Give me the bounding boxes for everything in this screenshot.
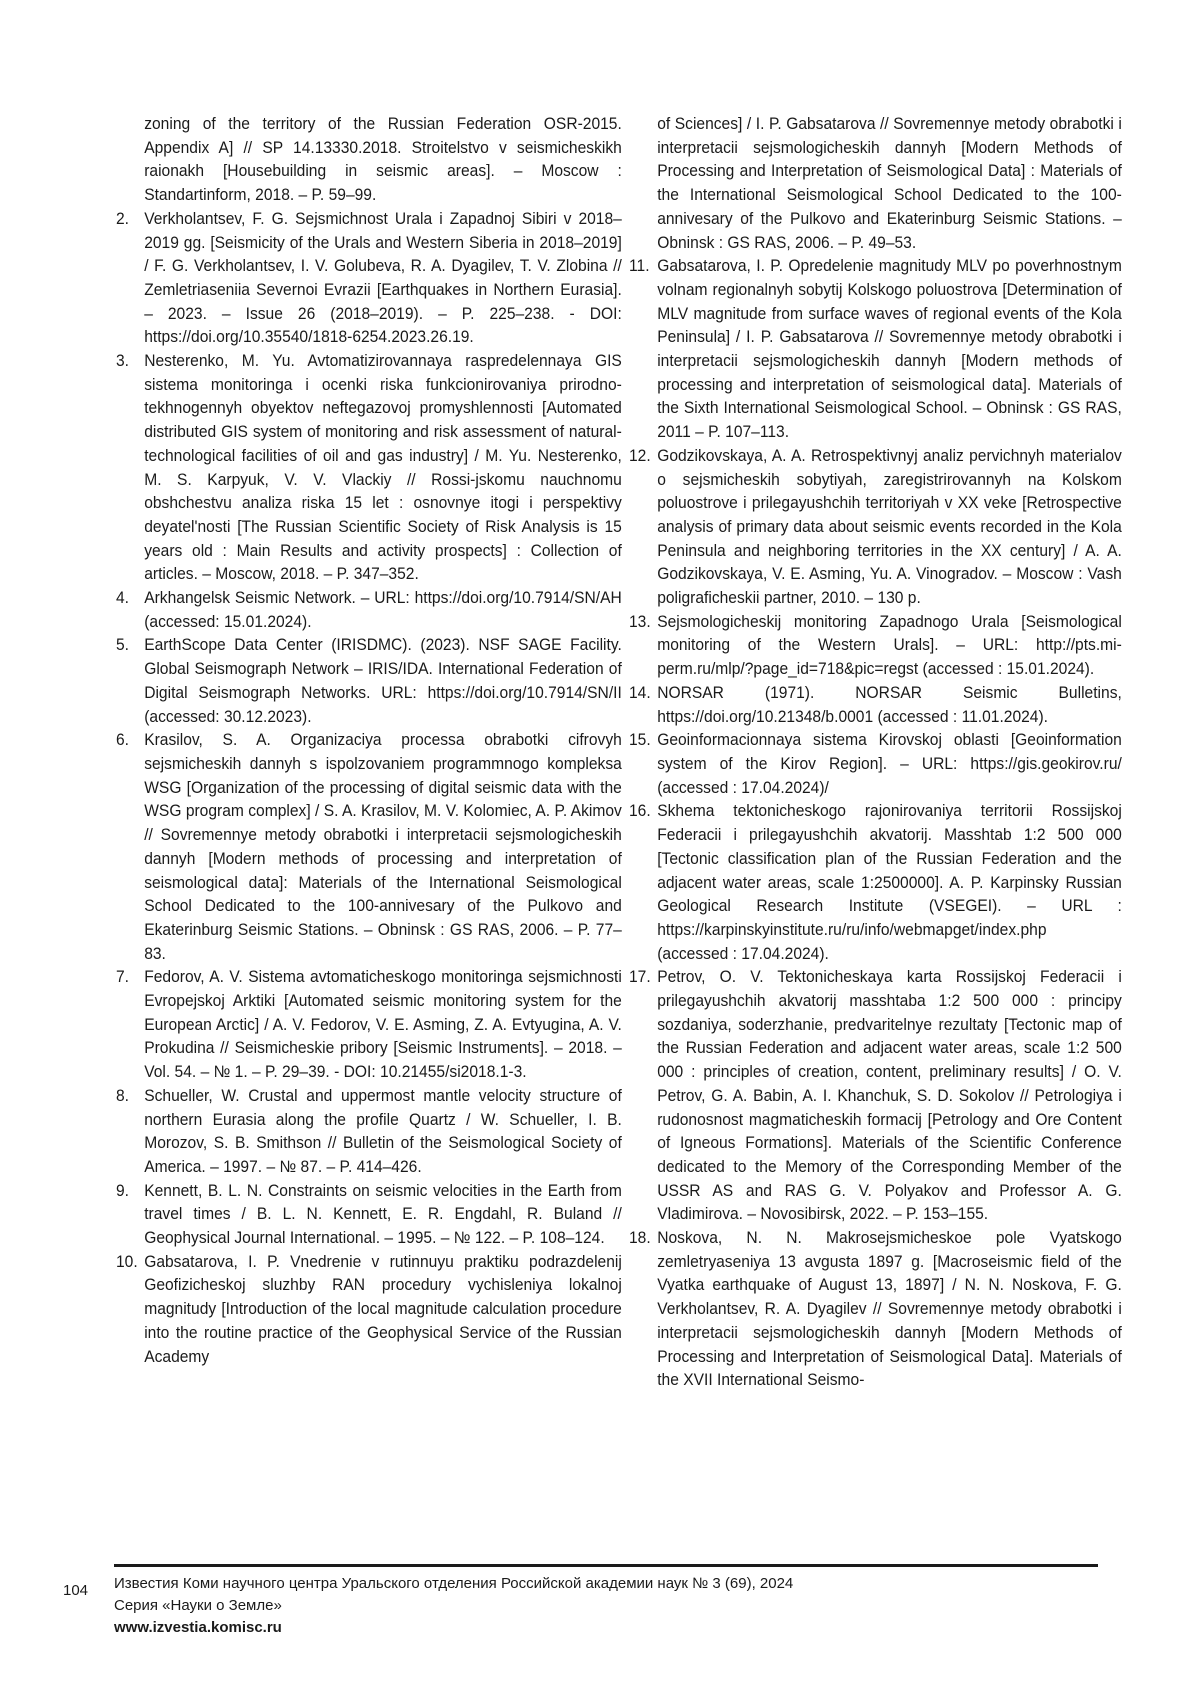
reference-item [116,1084,622,1179]
reference-text: Krasilov, S. A. Organizaciya processa obrabotki cifrovyh sejsmicheskih dannyh s ispolzovaniem programmnogo kompleksa WSG [Organization of the processing of digital seismic data with the WSG program complex] / S. A. Krasilov, M. V. Kolomiec, A. P. Akimov // Sovremennye metody obrabotki i interpretacii sejsmologicheskih dannyh [Modern methods of processing and interpretation of seismological data]: Materials of the International Seismological School Dedicated to the 100-annivesary of the Pulkovo and Ekaterinburg Seismic Stations. – Obninsk : GS RAS, 2006. – P. 77–83. [144,728,622,965]
reference-item [116,728,622,965]
reference-text: Gabsatarova, I. P. Opredelenie magnitudy MLV po poverhnostnym volnam regionalnyh sobytij Kolskogo poluostrova [Determination of MLV magnitude from surface waves of regional events of the Kola Peninsula] / I. P. Gabsatarova // Sovremennye metody obrabotki i interpretacii sejsmologicheskih dannyh [Modern methods of processing and interpretation of seismological data]. Materials of the Sixth International Seismological School. – Obninsk : GS RAS, 2011 – P. 107–113. [657,254,1122,444]
reference-number: 8. [116,1084,129,1108]
footer [114,1573,793,1639]
reference-number: 11. [629,254,650,278]
reference-number: 5. [116,633,129,657]
reference-number: 2. [116,207,129,231]
reference-number: 17. [629,965,651,989]
journal-url[interactable]: www.izvestia.komisc.ru [114,1617,793,1639]
right-column [629,112,1094,1392]
reference-item [116,1179,622,1250]
journal-title: Известия Коми научного центра Уральского отделения Российской академии наук № 3 (69), 2024 [114,1573,793,1595]
reference-text: Godzikovskaya, A. A. Retrospektivnyj analiz pervichnyh materialov o sejsmicheskih sobytiyah, zaregistrirovannyh na Kolskom poluostrove i prilegayushchih territoriyah v XX veke [Retrospective analysis of primary data about seismic events recorded in the Kola Peninsula and neighboring territories in the XX century] / A. A. Godzikovskaya, V. E. Asming, Yu. A. Vinogradov. – Moscow : Vash poligraficheskii partner, 2010. – 130 p. [657,444,1122,610]
reference-text: Fedorov, A. V. Sistema avtomaticheskogo monitoringa sejsmichnosti Evropejskoj Arktiki [Automated seismic monitoring system for the European Arctic] / A. V. Fedorov, V. E. Asming, Z. A. Evtyugina, A. V. Prokudina // Seismicheskie pribory [Seismic Instruments]. – 2018. – Vol. 54. – № 1. – P. 29–39. - DOI: 10.21455/si2018.1-3. [144,965,622,1084]
reference-item [116,586,622,633]
reference-item [629,799,1122,965]
reference-text: Noskova, N. N. Makrosejsmicheskoe pole Vyatskogo zemletryaseniya 13 avgusta 1897 g. [Macroseismic field of the Vyatka earthquake of August 13, 1897] / N. N. Noskova, F. G. Verkholantsev, R. A. Dyagilev // Sovremennye metody obrabotki i interpretacii sejsmologicheskih dannyh [Modern Methods of Processing and Interpretation of Seismological Data]. Materials of the XVII International Seismo- [657,1226,1122,1392]
reference-item [629,728,1122,799]
reference-number: 12. [629,444,651,468]
reference-list-right [629,254,1094,1392]
reference-number: 14. [629,681,651,705]
reference-text: Geoinformacionnaya sistema Kirovskoj oblasti [Geoinformation system of the Kirov Region]. – URL: https://gis.geokirov.ru/ (accessed : 17.04.2024)/ [657,728,1122,799]
reference-number: 6. [116,728,129,752]
reference-text: Nesterenko, M. Yu. Avtomatizirovannaya raspredelennaya GIS sistema monitoringa i ocenki riska funkcionirovaniya prirodno-tekhnogennyh obyektov neftegazovoj promyshlennosti [Automated distributed GIS system of monitoring and risk assessment of natural-technological facilities of oil and gas industry] / M. Yu. Nesterenko, M. S. Karpyuk, V. V. Vlackiy // Rossi-jskomu nauchnomu obshchestvu analiza riska 15 let : osnovnye itogi i perspektivy deyatel'nosti [The Russian Scientific Society of Risk Analysis is 15 years old : Main Results and activity prospects] : Collection of articles. – Moscow, 2018. – P. 347–352. [144,349,622,586]
reference-text: Gabsatarova, I. P. Vnedrenie v rutinnuyu praktiku podrazdelenij Geofizicheskoj sluzhby RAN procedury vychisleniya lokalnoj magnitudy [Introduction of the local magnitude calculation procedure into the routine practice of the Geophysical Service of the Russian Academy [144,1250,622,1369]
reference-number: 15. [629,728,651,752]
left-column [116,112,594,1368]
reference-number: 9. [116,1179,129,1203]
footer-divider [114,1564,1098,1567]
reference-text: Petrov, O. V. Tektonicheskaya karta Rossijskoj Federacii i prilegayushchih akvatorij masshtaba 1:2 500 000 : principy sozdaniya, soderzhanie, predvaritelnye rezultaty [Tectonic map of the Russian Federation and adjacent water areas, scale 1:2 500 000 : principles of creation, content, preliminary results] / O. V. Petrov, G. A. Babin, A. I. Khanchuk, S. D. Sokolov // Petrologiya i rudonosnost magmaticheskih formacij [Petrology and Ore Content of Igneous Formations]. Materials of the Scientific Conference dedicated to the Memory of the Corresponding Member of the USSR AS and RAS G. V. Polyakov and Professor A. G. Vladimirova. – Novosibirsk, 2022. – P. 153–155. [657,965,1122,1226]
reference-continuation: zoning of the territory of the Russian Federation OSR-2015. Appendix A] // SP 14.13330.2018. Stroitelstvo v seismicheskikh raionakh [Housebuilding in seismic areas]. – Moscow : Standartinform, 2018. – P. 59–99. [116,112,622,207]
reference-item [116,1250,622,1369]
reference-list-left [116,207,594,1368]
reference-number: 18. [629,1226,651,1250]
reference-item [629,444,1122,610]
reference-number: 16. [629,799,651,823]
reference-number: 10. [116,1250,138,1274]
reference-item [116,207,622,349]
reference-item [629,965,1122,1226]
reference-text: Arkhangelsk Seismic Network. – URL: https://doi.org/10.7914/SN/AH (accessed: 15.01.2024). [144,586,622,633]
reference-text: NORSAR (1971). NORSAR Seismic Bulletins, https://doi.org/10.21348/b.0001 (accessed : 11.01.2024). [657,681,1122,728]
reference-item [116,349,622,586]
reference-number: 7. [116,965,129,989]
reference-item [629,610,1122,681]
reference-text: Skhema tektonicheskogo rajonirovaniya territorii Rossijskoj Federacii i prilegayushchih akvatorij. Masshtab 1:2 500 000 [Tectonic classification plan of the Russian Federation and the adjacent water areas, scale 1:2500000]. A. P. Karpinsky Russian Geological Research Institute (VSEGEI). – URL : https://karpinskyinstitute.ru/ru/info/webmapget/index.php (accessed : 17.04.2024). [657,799,1122,965]
reference-text: Schueller, W. Crustal and uppermost mantle velocity structure of northern Eurasia along the profile Quartz / W. Schueller, I. B. Morozov, S. B. Smithson // Bulletin of the Seismological Society of America. – 1997. – № 87. – P. 414–426. [144,1084,622,1179]
reference-number: 3. [116,349,129,373]
reference-continuation: of Sciences] / I. P. Gabsatarova // Sovremennye metody obrabotki i interpretacii sejsmologicheskih dannyh [Modern Methods of Processing and Interpretation of Seismological Data] : Materials of the International Seismological School Dedicated to the 100-annivesary of the Pulkovo and Ekaterinburg Seismic Stations. – Obninsk : GS RAS, 2006. – P. 49–53. [629,112,1122,254]
reference-number: 13. [629,610,651,634]
reference-text: Sejsmologicheskij monitoring Zapadnogo Urala [Seismological monitoring of the Western Urals]. – URL: http://pts.mi-perm.ru/mlp/?page_id=718&pic=regst (accessed : 15.01.2024). [657,610,1122,681]
reference-item [629,681,1122,728]
reference-item [629,254,1122,444]
reference-item [629,1226,1122,1392]
page-number: 104 [63,1582,88,1599]
reference-text: Kennett, B. L. N. Constraints on seismic velocities in the Earth from travel times / B. L. N. Kennett, E. R. Engdahl, R. Buland // Geophysical Journal International. – 1995. – № 122. – P. 108–124. [144,1179,622,1250]
reference-text: EarthScope Data Center (IRISDMC). (2023). NSF SAGE Facility. Global Seismograph Network – IRIS/IDA. International Federation of Digital Seismograph Networks. URL: https://doi.org/10.7914/SN/II (accessed: 30.12.2023). [144,633,622,728]
journal-series: Серия «Науки о Земле» [114,1595,793,1617]
reference-item [116,633,622,728]
reference-number: 4. [116,586,129,610]
reference-item [116,965,622,1084]
reference-text: Verkholantsev, F. G. Sejsmichnost Urala i Zapadnoj Sibiri v 2018–2019 gg. [Seismicity of the Urals and Western Siberia in 2018–2019] / F. G. Verkholantsev, I. V. Golubeva, R. A. Dyagilev, T. V. Zlobina // Zemletriaseniia Severnoi Evrazii [Earthquakes in Northern Eurasia]. – 2023. – Issue 26 (2018–2019). – P. 225–238. - DOI: https://doi.org/10.35540/1818-6254.2023.26.19. [144,207,622,349]
